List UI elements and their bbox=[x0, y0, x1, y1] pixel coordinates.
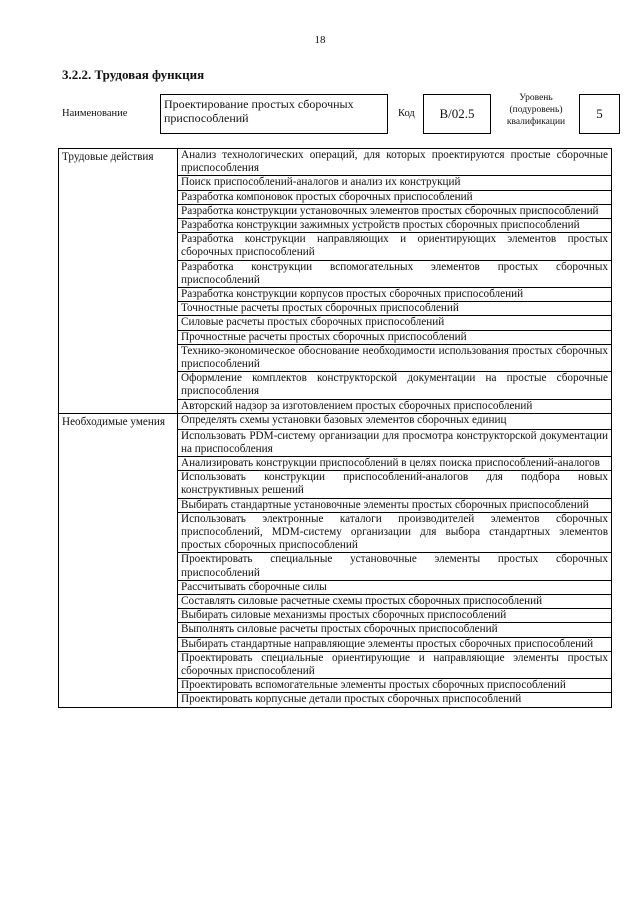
level-label bbox=[496, 92, 576, 128]
table-cell-item: Проектировать специальные установочные элементы простых сборочных приспособлений bbox=[178, 553, 612, 580]
table-cell-item: Проектировать корпусные детали простых сборочных приспособлений bbox=[178, 693, 612, 707]
section-cell-continuation bbox=[59, 316, 178, 330]
table-cell-item: Силовые расчеты простых сборочных приспособлений bbox=[178, 316, 612, 330]
table-cell-item: Использовать конструкции приспособлений-аналогов для подбора новых конструктивных решений bbox=[178, 471, 612, 498]
table-row bbox=[59, 637, 612, 651]
table-row bbox=[59, 553, 612, 580]
section-cell-continuation bbox=[59, 372, 178, 399]
level-label-line-2: (подуровень) bbox=[509, 105, 563, 115]
table-cell-item: Выбирать стандартные направляющие элементы простых сборочных приспособлений bbox=[178, 637, 612, 651]
table-row bbox=[59, 372, 612, 399]
table-row bbox=[59, 204, 612, 218]
section-cell-continuation bbox=[59, 693, 178, 707]
table-row bbox=[59, 344, 612, 371]
table-cell-item: Разработка конструкции вспомогательных элементов простых сборочных приспособлений bbox=[178, 260, 612, 287]
section-cell-continuation bbox=[59, 260, 178, 287]
page-number: 18 bbox=[314, 34, 326, 46]
table-cell-item: Анализировать конструкции приспособлений в целях поиска приспособлений-аналогов bbox=[178, 456, 612, 470]
table-row bbox=[59, 288, 612, 302]
table-row bbox=[59, 316, 612, 330]
section-cell-continuation bbox=[59, 288, 178, 302]
table-row bbox=[59, 302, 612, 316]
table-cell-item: Технико-экономическое обоснование необходимости использования простых сборочных приспособлений bbox=[178, 344, 612, 371]
section-cell-continuation bbox=[59, 651, 178, 678]
section-cell-continuation bbox=[59, 553, 178, 580]
section-title-cell: Трудовые действия bbox=[59, 149, 178, 176]
section-cell-continuation bbox=[59, 498, 178, 512]
section-cell-continuation bbox=[59, 637, 178, 651]
section-cell-continuation bbox=[59, 344, 178, 371]
section-cell-continuation bbox=[59, 456, 178, 470]
table-row bbox=[59, 471, 612, 498]
section-cell-continuation bbox=[59, 429, 178, 456]
table-cell-item: Точностные расчеты простых сборочных приспособлений bbox=[178, 302, 612, 316]
function-header bbox=[60, 94, 620, 134]
table-cell-item: Анализ технологических операций, для которых проектируются простые сборочные приспособления bbox=[178, 149, 612, 176]
table-row bbox=[59, 413, 612, 429]
section-title-cell: Необходимые умения bbox=[59, 413, 178, 429]
table-cell-item: Выбирать силовые механизмы простых сборочных приспособлений bbox=[178, 609, 612, 623]
table-cell-item: Оформление комплектов конструкторской документации на простые сборочные приспособления bbox=[178, 372, 612, 399]
section-cell-continuation bbox=[59, 609, 178, 623]
table-row bbox=[59, 399, 612, 413]
section-title: 3.2.2. Трудовая функция bbox=[62, 67, 205, 82]
table-row bbox=[59, 498, 612, 512]
table-cell-item: Выбирать стандартные установочные элементы простых сборочных приспособлений bbox=[178, 498, 612, 512]
code-value: B/02.5 bbox=[423, 94, 491, 134]
name-label: Наименование bbox=[62, 108, 128, 119]
section-cell-continuation bbox=[59, 219, 178, 233]
table-cell-item: Разработка конструкции зажимных устройств простых сборочных приспособлений bbox=[178, 219, 612, 233]
section-cell-continuation bbox=[59, 471, 178, 498]
table-cell-item: Составлять силовые расчетные схемы простых сборочных приспособлений bbox=[178, 595, 612, 609]
table-cell-item: Разработка конструкции корпусов простых сборочных приспособлений bbox=[178, 288, 612, 302]
table-cell-item: Разработка конструкции установочных элементов простых сборочных приспособлений bbox=[178, 204, 612, 218]
code-label: Код bbox=[398, 108, 415, 119]
section-cell-continuation bbox=[59, 330, 178, 344]
section-cell-continuation bbox=[59, 623, 178, 637]
table-row bbox=[59, 679, 612, 693]
table-row bbox=[59, 330, 612, 344]
section-cell-continuation bbox=[59, 233, 178, 260]
level-label-line-1: Уровень bbox=[519, 93, 553, 103]
table-cell-item: Определять схемы установки базовых элементов сборочных единиц bbox=[178, 413, 612, 429]
table-row bbox=[59, 512, 612, 553]
table-cell-item: Использовать PDM-систему организации для просмотра конструкторской документации на приспособления bbox=[178, 429, 612, 456]
table-cell-item: Поиск приспособлений-аналогов и анализ их конструкций bbox=[178, 176, 612, 190]
table-cell-item: Выполнять силовые расчеты простых сборочных приспособлений bbox=[178, 623, 612, 637]
section-cell-continuation bbox=[59, 679, 178, 693]
table-cell-item: Прочностные расчеты простых сборочных приспособлений bbox=[178, 330, 612, 344]
table-row bbox=[59, 693, 612, 707]
section-cell-continuation bbox=[59, 204, 178, 218]
table-row bbox=[59, 623, 612, 637]
section-cell-continuation bbox=[59, 190, 178, 204]
section-cell-continuation bbox=[59, 302, 178, 316]
table-row bbox=[59, 651, 612, 678]
section-cell-continuation bbox=[59, 595, 178, 609]
level-value: 5 bbox=[579, 94, 620, 134]
table-cell-item: Авторский надзор за изготовлением простых сборочных приспособлений bbox=[178, 399, 612, 413]
section-cell-continuation bbox=[59, 399, 178, 413]
table-row bbox=[59, 233, 612, 260]
section-cell-continuation bbox=[59, 580, 178, 594]
table-row bbox=[59, 609, 612, 623]
table-row bbox=[59, 149, 612, 176]
level-label-line-3: квалификации bbox=[506, 117, 566, 127]
function-table bbox=[58, 148, 612, 708]
table-row bbox=[59, 595, 612, 609]
table-cell-item: Использовать электронные каталоги производителей элементов сборочных приспособлений, MDM-систему организации для выбора стандартных элементов простых сборочных приспособлений bbox=[178, 512, 612, 553]
name-value: Проектирование простых сборочных приспособлений bbox=[160, 94, 388, 134]
table-row bbox=[59, 429, 612, 456]
table-row bbox=[59, 176, 612, 190]
table-cell-item: Разработка компоновок простых сборочных приспособлений bbox=[178, 190, 612, 204]
table-cell-item: Разработка конструкции направляющих и ориентирующих элементов простых сборочных приспособлений bbox=[178, 233, 612, 260]
table-row bbox=[59, 456, 612, 470]
section-cell-continuation bbox=[59, 512, 178, 553]
table-cell-item: Рассчитывать сборочные силы bbox=[178, 580, 612, 594]
table-cell-item: Проектировать вспомогательные элементы простых сборочных приспособлений bbox=[178, 679, 612, 693]
table-row bbox=[59, 190, 612, 204]
table-row bbox=[59, 219, 612, 233]
section-cell-continuation bbox=[59, 176, 178, 190]
table-cell-item: Проектировать специальные ориентирующие и направляющие элементы простых сборочных приспособлений bbox=[178, 651, 612, 678]
table-row bbox=[59, 580, 612, 594]
table-row bbox=[59, 260, 612, 287]
